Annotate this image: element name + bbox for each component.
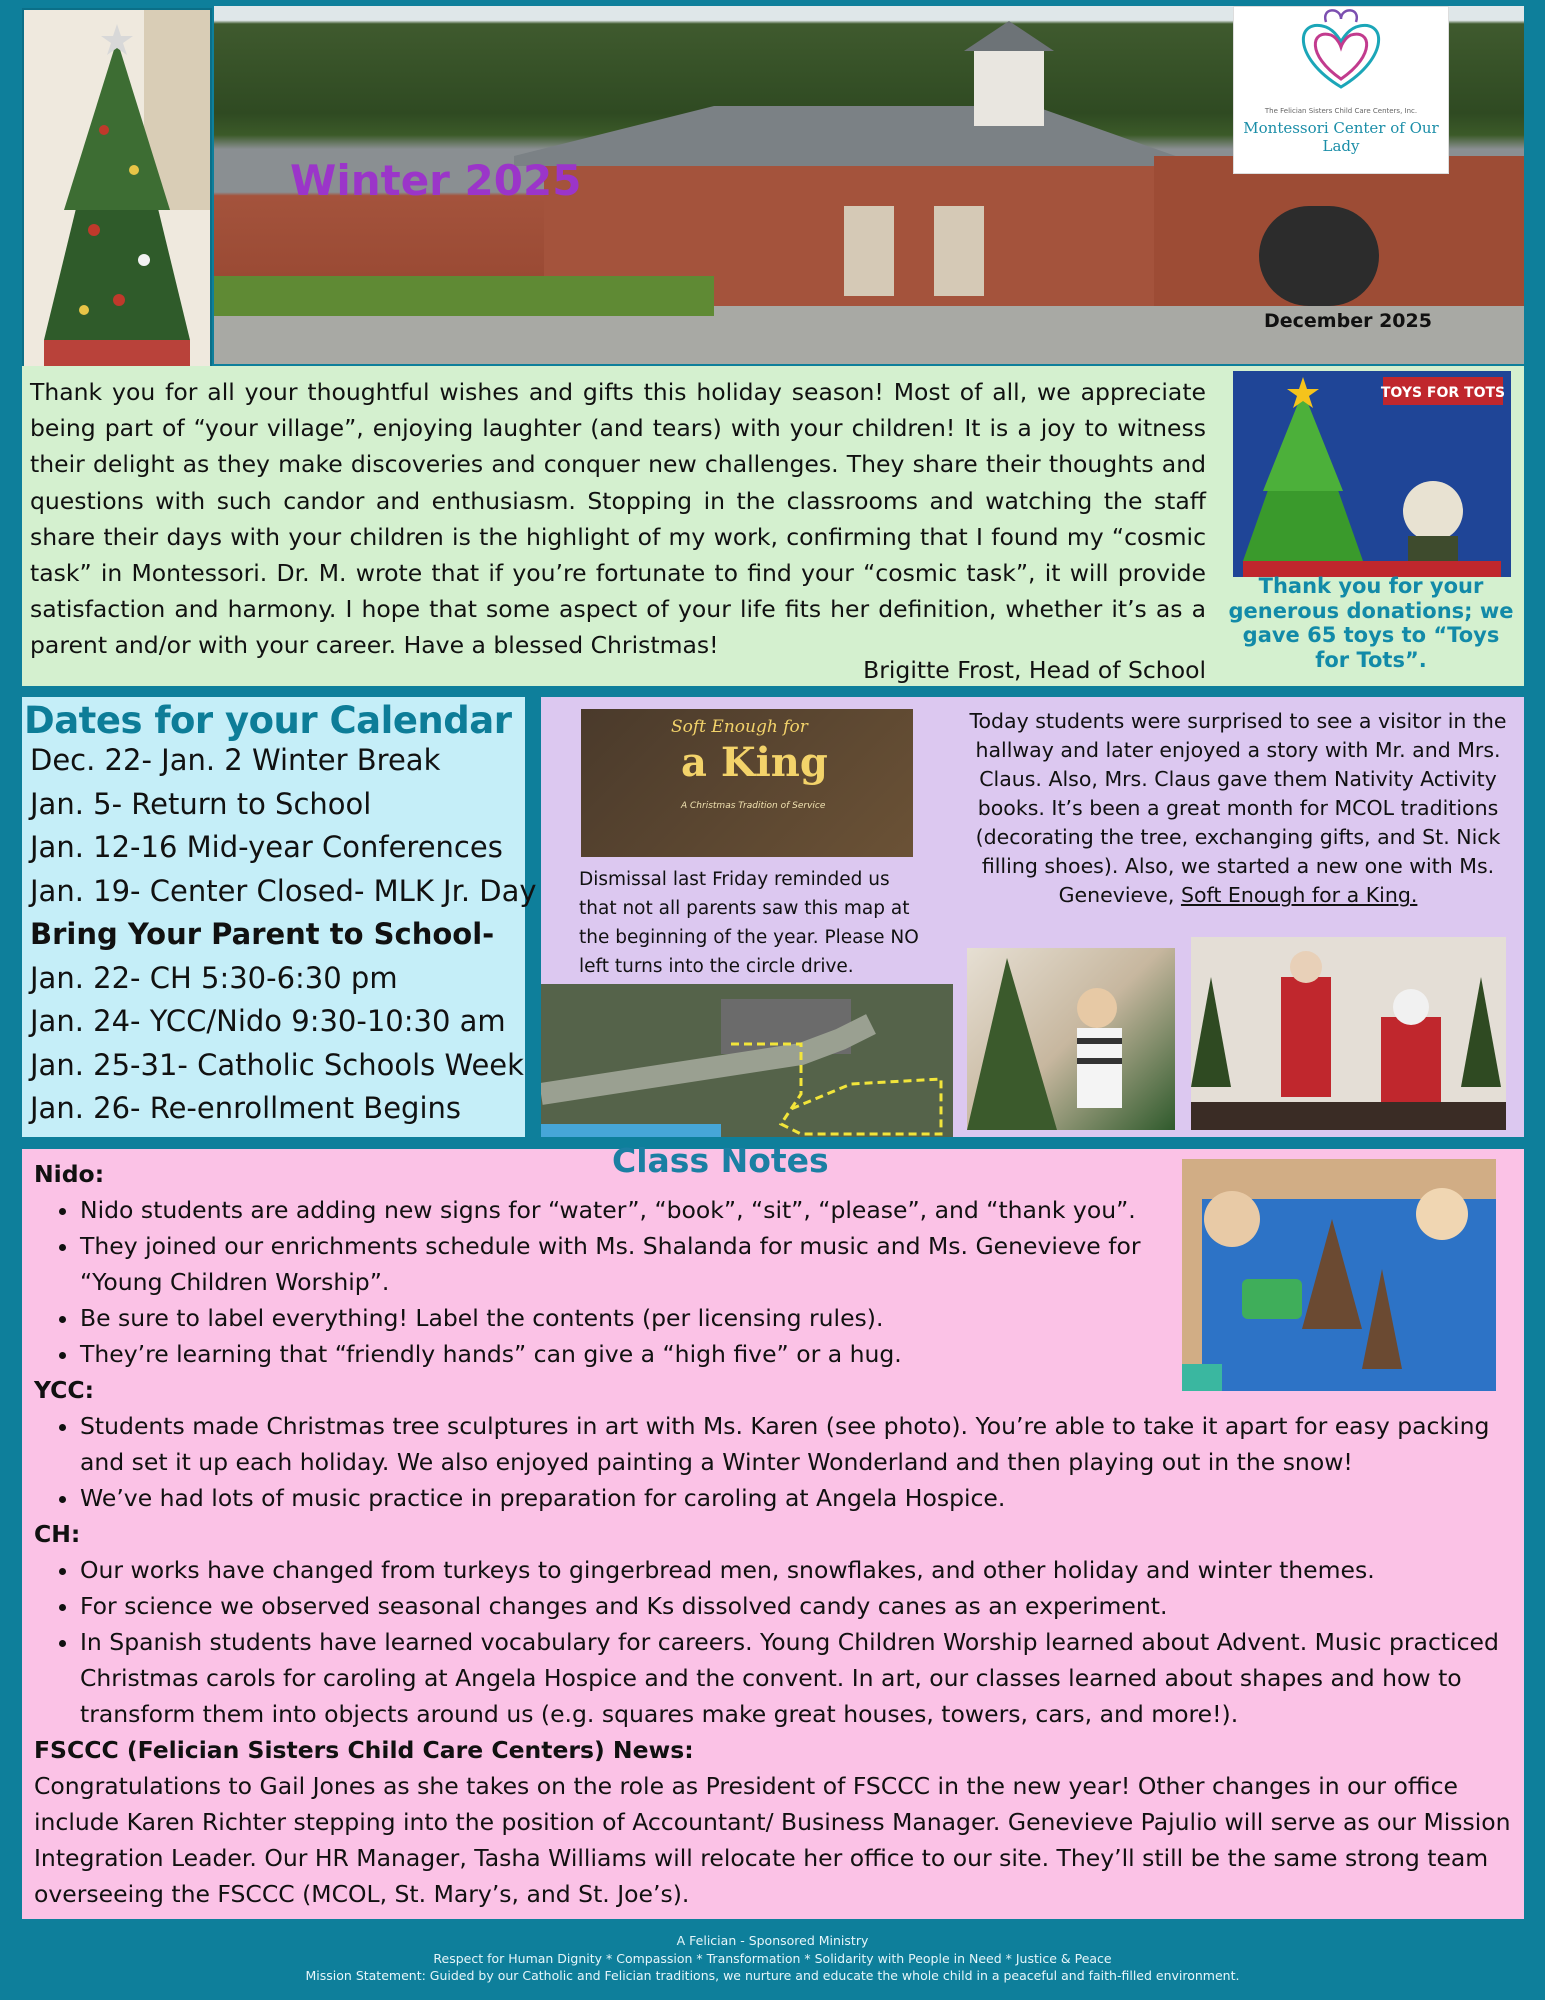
footer-values: Respect for Human Dignity * Compassion * Transformation * Solidarity with People in Need * Justice & Peace bbox=[433, 1950, 1112, 1966]
santa-visit-story bbox=[959, 707, 1517, 910]
calendar-item: Jan. 25-31- Catholic Schools Week bbox=[30, 1047, 524, 1082]
logo-org-text: The Felician Sisters Child Care Centers, Inc. bbox=[1264, 107, 1418, 115]
book-title-line2: a King bbox=[681, 739, 828, 786]
list-item: • Be sure to label everything! Label the contents (per licensing rules). bbox=[80, 1300, 1200, 1336]
calendar-item: Jan. 26- Re-enrollment Begins bbox=[30, 1091, 461, 1125]
fsccc-heading: FSCCC (Felician Sisters Child Care Centers) News: bbox=[34, 1736, 694, 1764]
story-body: Today students were surprised to see a visitor in the hallway and later enjoyed a story with Mr. and Mrs. Claus. Also, Mrs. Claus gave them Nativity Activity books. It’s been a great month for MCOL traditions (decorating the tree, exchanging gifts, and St. Nick filling shoes). Also, we started a new one with Ms. Genevieve, bbox=[969, 709, 1507, 907]
signature: Brigitte Frost, Head of School bbox=[863, 656, 1206, 684]
events-section bbox=[541, 697, 1524, 1137]
fsccc-news: Congratulations to Gail Jones as she takes on the role as President of FSCCC in the new year! Other changes in our office include Karen Richter stepping into the position of Accountant/ Business Manager. Genevieve Pajulio will serve as our Mission Integration Leader. Our HR Manager, Tasha Williams will relocate her office to our site. They’ll still be the same strong team overseeing the FSCCC (MCOL, St. Mary’s, and St. Joe’s). bbox=[34, 1772, 1511, 1908]
calendar-list bbox=[30, 739, 550, 1131]
class-notes-title: Class Notes bbox=[612, 1141, 829, 1180]
dismissal-note: Dismissal last Friday reminded us that not all parents saw this map at the beginning of the year. Please NO left turns into the circle drive. bbox=[579, 869, 919, 977]
footer-sponsor: A Felician - Sponsored Ministry bbox=[676, 1933, 869, 1948]
class-notes-body bbox=[34, 1156, 1524, 1912]
school-logo bbox=[1233, 6, 1449, 174]
calendar-subheading: Bring Your Parent to School- bbox=[30, 917, 495, 951]
toys-for-tots-caption: Thank you for your generous donations; we gave 65 toys to “Toys for Tots”. bbox=[1228, 574, 1514, 672]
footer-mission: Mission Statement: Guided by our Catholic and Felician traditions, we nurture and educate the whole child in a peaceful and faith-filled environment. bbox=[305, 1968, 1240, 1983]
calendar-item: Dec. 22- Jan. 2 Winter Break bbox=[30, 743, 441, 777]
drive-map-image bbox=[541, 984, 953, 1137]
book-title-line1: Soft Enough for bbox=[671, 717, 808, 737]
calendar-item: Jan. 5- Return to School bbox=[30, 786, 372, 821]
story-book-link: Soft Enough for a King. bbox=[1180, 883, 1418, 907]
list-item: • They joined our enrichments schedule with Ms. Shalanda for music and Ms. Genevieve for “Young Children Worship”. bbox=[80, 1228, 1200, 1300]
toys-for-tots-logo-text: TOYS FOR TOTS bbox=[1380, 385, 1506, 401]
list-item: • For science we observed seasonal changes and Ks dissolved candy canes as an experiment. bbox=[80, 1588, 1524, 1624]
list-item: • We’ve had lots of music practice in preparation for caroling at Angela Hospice. bbox=[80, 1480, 1524, 1516]
intro-letter: Thank you for all your thoughtful wishes and gifts this holiday season! Most of all, we appreciate being part of “your village”, enjoying laughter (and tears) with your children! It is a joy to witness their delight as they make discoveries and conquer new challenges. They share their thoughts and questions with such candor and enthusiasm. Stopping in the classrooms and watching the staff share their days with your children is the highlight of my work, confirming that I found my “cosmic task” in Montessori. Dr. M. wrote that if you’re fortunate to find your “cosmic task”, it will provide satisfaction and harmony. I hope that some aspect of your life fits her definition, whether it’s as a parent and/or with your career. Have a blessed Christmas! bbox=[30, 378, 1206, 660]
ycc-heading: YCC: bbox=[34, 1376, 95, 1404]
logo-school-name: Montessori Center of Our Lady bbox=[1243, 119, 1439, 155]
book-cover-image bbox=[581, 709, 913, 857]
list-item: • In Spanish students have learned vocabulary for careers. Young Children Worship learned about Advent. Music practiced Christmas carols for caroling at Angela Hospice and the convent. In art, our classes learned about shapes and how to transform them into objects around us (e.g. squares make great houses, towers, cars, and more!). bbox=[80, 1624, 1524, 1732]
calendar-item: Jan. 12-16 Mid-year Conferences bbox=[30, 830, 503, 864]
ch-heading: CH: bbox=[34, 1520, 81, 1548]
book-subtitle: A Christmas Tradition of Service bbox=[681, 801, 826, 811]
intro-section bbox=[22, 366, 1524, 686]
ycc-list bbox=[34, 1408, 1524, 1516]
list-item: • Students made Christmas tree sculptures in art with Ms. Karen (see photo). You’re able to take it apart for easy packing and set it up each holiday. We also enjoyed painting a Winter Wonderland and then playing out in the snow! bbox=[80, 1408, 1524, 1480]
christmas-tree-photo bbox=[22, 8, 212, 368]
footer bbox=[0, 1932, 1545, 1985]
calendar-title: Dates for your Calendar bbox=[24, 699, 512, 742]
toys-for-tots-image bbox=[1233, 371, 1511, 577]
calendar-item: Jan. 24- YCC/Nido 9:30-10:30 am bbox=[30, 1004, 506, 1038]
list-item: • They’re learning that “friendly hands” can give a “high five” or a hug. bbox=[80, 1336, 1200, 1372]
calendar-section bbox=[22, 697, 537, 1137]
class-notes-section bbox=[22, 1141, 1524, 1919]
list-item: • Our works have changed from turkeys to gingerbread men, snowflakes, and other holiday and winter themes. bbox=[80, 1552, 1524, 1588]
list-item: • Nido students are adding new signs for “water”, “book”, “sit”, “please”, and “thank you”. bbox=[80, 1192, 1200, 1228]
heart-logo-icon bbox=[1281, 7, 1401, 97]
nido-list bbox=[34, 1192, 1200, 1372]
issue-date: December 2025 bbox=[1264, 310, 1432, 332]
calendar-item: Jan. 19- Center Closed- MLK Jr. Day bbox=[30, 873, 537, 908]
mr-and-mrs-claus-photo bbox=[1191, 937, 1506, 1130]
calendar-item: Jan. 22- CH 5:30-6:30 pm bbox=[30, 960, 398, 995]
ch-list bbox=[34, 1552, 1524, 1732]
child-decorating-tree-photo bbox=[967, 948, 1175, 1130]
nido-heading: Nido: bbox=[34, 1160, 105, 1188]
newsletter-title: Winter 2025 bbox=[290, 156, 582, 205]
